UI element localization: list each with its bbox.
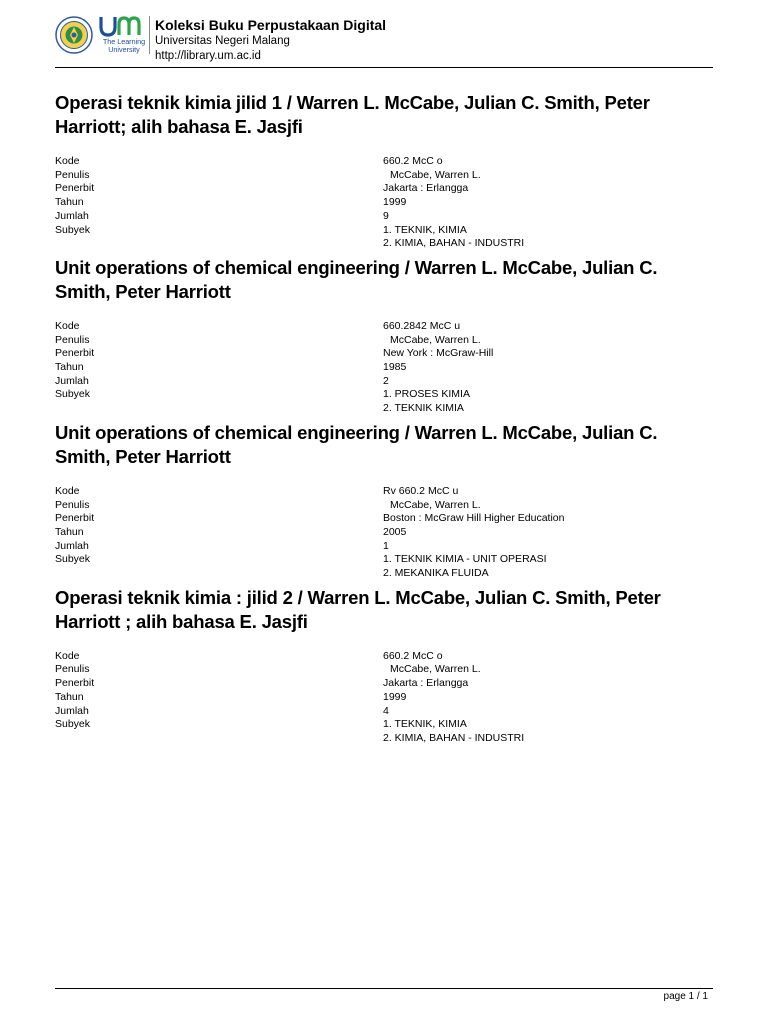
field-value: Jakarta : Erlangga <box>383 182 469 195</box>
field-subyek-extra <box>55 402 715 416</box>
book-record <box>55 421 715 581</box>
field-label: Tahun <box>55 361 84 374</box>
field-subyek <box>55 553 715 567</box>
field-kode <box>55 320 715 334</box>
field-value: 1. PROSES KIMIA <box>383 388 470 401</box>
page-number: page 1 / 1 <box>663 991 708 1002</box>
field-penulis <box>55 663 715 677</box>
field-value: 1999 <box>383 196 407 209</box>
field-value: McCabe, Warren L. <box>390 168 481 181</box>
field-subyek <box>55 718 715 732</box>
field-value: 2005 <box>383 525 407 538</box>
field-kode <box>55 650 715 664</box>
field-value: 660.2 McC o <box>383 155 443 167</box>
field-subyek <box>55 224 715 238</box>
field-value: McCabe, Warren L. <box>390 333 481 346</box>
logo-divider <box>149 16 150 54</box>
field-tahun <box>55 526 715 540</box>
field-value: 2 <box>383 374 389 387</box>
book-record <box>55 586 715 746</box>
field-value: 660.2 McC o <box>383 649 443 662</box>
field-penerbit <box>55 347 715 361</box>
footer-divider <box>55 988 713 989</box>
field-label: Tahun <box>55 196 84 209</box>
field-label: Kode <box>55 649 80 662</box>
field-jumlah <box>55 375 715 389</box>
record-title: Operasi teknik kimia : jilid 2 / Warren L. McCabe, Julian C. Smith, Peter Harriott ; alih bahasa E. Jasjfi <box>55 586 661 632</box>
field-penerbit <box>55 512 715 526</box>
field-subyek <box>55 388 715 402</box>
field-penerbit <box>55 677 715 691</box>
collection-title: Koleksi Buku Perpustakaan Digital <box>155 17 387 33</box>
field-value: 660.2842 McC u <box>383 319 461 332</box>
field-value: 2. TEKNIK KIMIA <box>383 402 464 415</box>
field-jumlah <box>55 705 715 719</box>
library-url: http://library.um.ac.id <box>155 50 261 62</box>
field-subyek-extra <box>55 732 715 746</box>
field-label: Subyek <box>55 388 91 401</box>
field-tahun <box>55 196 715 210</box>
field-jumlah <box>55 540 715 554</box>
field-value: 1999 <box>383 690 407 703</box>
field-label: Penerbit <box>55 512 95 525</box>
field-value: 1985 <box>383 361 407 374</box>
field-value: 2. KIMIA, BAHAN - INDUSTRI <box>383 731 525 744</box>
field-label: Jumlah <box>55 704 89 717</box>
field-tahun <box>55 691 715 705</box>
field-value: Boston : McGraw Hill Higher Education <box>383 512 565 525</box>
record-list <box>55 91 715 751</box>
field-label: Kode <box>55 484 80 497</box>
field-kode <box>55 485 715 499</box>
field-value: 2. KIMIA, BAHAN - INDUSTRI <box>383 237 525 250</box>
field-value: Rv 660.2 McC u <box>383 484 459 497</box>
book-record <box>55 256 715 416</box>
field-label: Subyek <box>55 718 91 731</box>
field-label: Penerbit <box>55 677 95 690</box>
field-label: Jumlah <box>55 539 89 552</box>
field-label: Jumlah <box>55 374 89 387</box>
field-label: Subyek <box>55 223 91 236</box>
field-label: Tahun <box>55 525 84 538</box>
field-value: 2. MEKANIKA FLUIDA <box>383 567 489 580</box>
field-value: Jakarta : Erlangga <box>383 677 469 690</box>
field-label: Penerbit <box>55 347 95 360</box>
field-value: 1. TEKNIK, KIMIA <box>383 223 467 236</box>
field-label: Kode <box>55 155 80 167</box>
field-penulis <box>55 169 715 183</box>
field-value: New York : McGraw-Hill <box>383 347 494 360</box>
record-title: Operasi teknik kimia jilid 1 / Warren L. McCabe, Julian C. Smith, Peter Harriott; alih bahasa E. Jasjfi <box>55 92 650 137</box>
logo-tagline: The Learning University <box>102 37 146 54</box>
field-subyek-extra <box>55 567 715 581</box>
field-subyek-extra <box>55 237 715 251</box>
field-tahun <box>55 361 715 375</box>
field-jumlah <box>55 210 715 224</box>
field-value: 1 <box>383 539 389 552</box>
institution-name: Universitas Negeri Malang <box>155 35 290 47</box>
field-label: Penulis <box>55 168 90 181</box>
field-label: Penulis <box>55 663 90 676</box>
field-label: Penulis <box>55 333 90 346</box>
field-label: Jumlah <box>55 209 89 222</box>
field-penerbit <box>55 182 715 196</box>
field-label: Subyek <box>55 553 91 566</box>
field-label: Penulis <box>55 498 90 511</box>
field-label: Penerbit <box>55 182 95 195</box>
record-title: Unit operations of chemical engineering / Warren L. McCabe, Julian C. Smith, Peter Harriott <box>55 256 658 302</box>
field-value: 4 <box>383 704 389 717</box>
page-header <box>55 14 713 66</box>
field-value: McCabe, Warren L. <box>390 663 481 676</box>
field-value: 1. TEKNIK, KIMIA <box>383 718 467 731</box>
field-value: McCabe, Warren L. <box>390 498 481 511</box>
university-seal-icon <box>55 16 93 54</box>
field-label: Tahun <box>55 690 84 703</box>
header-divider <box>55 67 713 68</box>
field-value: 9 <box>383 209 389 222</box>
field-label: Kode <box>55 319 80 332</box>
field-penulis <box>55 334 715 348</box>
field-kode <box>55 155 715 169</box>
book-record <box>55 91 715 251</box>
field-value: 1. TEKNIK KIMIA - UNIT OPERASI <box>383 553 547 566</box>
record-title: Unit operations of chemical engineering / Warren L. McCabe, Julian C. Smith, Peter Harriott <box>55 421 658 467</box>
field-penulis <box>55 499 715 513</box>
